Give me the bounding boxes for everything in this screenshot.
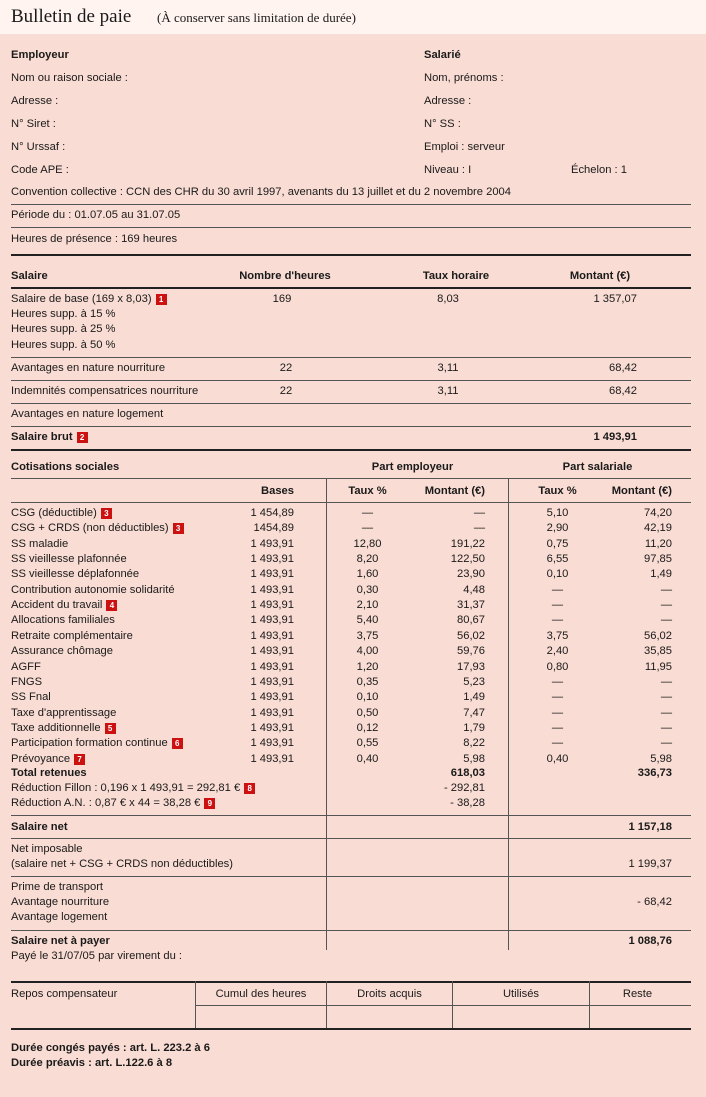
employer-amount: 1,79 bbox=[463, 722, 485, 734]
employer-amount: 5,23 bbox=[463, 676, 485, 688]
an-label: Réduction A.N. : 0,87 € x 44 = 38,28 € bbox=[11, 797, 201, 809]
employer-rate: 2,10 bbox=[356, 599, 379, 611]
note-badge: 1 bbox=[156, 294, 167, 305]
er-amount-header: Montant (€) bbox=[424, 485, 485, 497]
contribution-row-label bbox=[11, 721, 116, 735]
employer-rate: 0,30 bbox=[356, 584, 379, 596]
page-subtitle: (À conserver sans limitation de durée) bbox=[157, 10, 356, 25]
period: Période du : 01.07.05 au 31.07.05 bbox=[11, 209, 181, 221]
employee-amount: — bbox=[660, 599, 672, 611]
total-employer: 618,03 bbox=[450, 767, 485, 779]
contribution-row-label bbox=[11, 690, 51, 704]
net-pay-amount: 1 088,76 bbox=[628, 935, 672, 947]
note-badge: 9 bbox=[204, 798, 215, 809]
divider bbox=[11, 838, 691, 839]
column-divider bbox=[508, 478, 509, 950]
contribution-row-label bbox=[11, 567, 139, 581]
divider bbox=[11, 478, 691, 479]
employee-amount: — bbox=[660, 676, 672, 688]
contribution-label: SS vieillesse déplafonnée bbox=[11, 568, 140, 580]
employer-amount: — bbox=[473, 522, 485, 534]
employer-amount: 59,76 bbox=[457, 645, 485, 657]
contribution-row-label bbox=[11, 706, 116, 720]
note-badge: 3 bbox=[101, 508, 112, 519]
amount-header: Montant (€) bbox=[569, 270, 631, 282]
taxable-label: Net imposable bbox=[11, 843, 83, 855]
contribution-base: 1 454,89 bbox=[250, 507, 294, 519]
divider bbox=[196, 1005, 691, 1006]
employer-amount: 191,22 bbox=[450, 538, 485, 550]
note-badge: 7 bbox=[74, 754, 85, 765]
employee-rate: — bbox=[551, 722, 564, 734]
divider bbox=[11, 204, 691, 205]
employer-amount: 4,48 bbox=[463, 584, 485, 596]
bases-header: Bases bbox=[261, 485, 294, 497]
contribution-row-label bbox=[11, 613, 115, 627]
employee-rate: 3,75 bbox=[546, 630, 569, 642]
overtime-50: Heures supp. à 50 % bbox=[11, 339, 116, 351]
employee-rate: — bbox=[551, 676, 564, 688]
overtime-25: Heures supp. à 25 % bbox=[11, 323, 116, 335]
contribution-label: Taxe additionnelle bbox=[11, 722, 101, 734]
base-amount: 1 357,07 bbox=[593, 293, 637, 305]
contribution-label: SS Fnal bbox=[11, 691, 51, 703]
employee-heading: Salarié bbox=[424, 49, 461, 61]
note-badge: 8 bbox=[244, 783, 255, 794]
contribution-label: CSG + CRDS (non déductibles) bbox=[11, 522, 169, 534]
contribution-base: 1 493,91 bbox=[250, 753, 294, 765]
an-reduction bbox=[11, 796, 215, 810]
contribution-base: 1 493,91 bbox=[250, 599, 294, 611]
contribution-row-label bbox=[11, 506, 112, 520]
contribution-base: 1 493,91 bbox=[250, 645, 294, 657]
employer-amount: 122,50 bbox=[450, 553, 485, 565]
employer-address: Adresse : bbox=[11, 95, 59, 107]
employee-amount: 74,20 bbox=[644, 507, 672, 519]
employee-rate: — bbox=[551, 584, 564, 596]
overtime-15: Heures supp. à 15 % bbox=[11, 308, 116, 320]
employee-amount: — bbox=[660, 722, 672, 734]
contribution-base: 1 493,91 bbox=[250, 538, 294, 550]
er-rate-header: Taux % bbox=[348, 485, 387, 497]
employer-rate: 5,40 bbox=[356, 614, 379, 626]
employee-amount: 11,20 bbox=[644, 538, 672, 550]
total-employee: 336,73 bbox=[637, 767, 672, 779]
gross-salary-label: Salaire brut bbox=[11, 431, 73, 443]
contribution-base: 1 493,91 bbox=[250, 584, 294, 596]
total-deductions-label: Total retenues bbox=[11, 767, 87, 779]
employer-amount: — bbox=[473, 507, 485, 519]
employee-rate: 5,10 bbox=[546, 507, 569, 519]
fillon-reduction bbox=[11, 781, 255, 795]
section-rule bbox=[11, 1028, 691, 1030]
contribution-label: Prévoyance bbox=[11, 753, 71, 765]
contribution-label: Accident du travail bbox=[11, 599, 103, 611]
housing-advantage-label: Avantage logement bbox=[11, 911, 108, 923]
contribution-row-label bbox=[11, 660, 41, 674]
employee-rate: — bbox=[551, 614, 564, 626]
contribution-label: Allocations familiales bbox=[11, 614, 115, 626]
contribution-row-label bbox=[11, 629, 133, 643]
contribution-label: FNGS bbox=[11, 676, 43, 688]
note-badge: 6 bbox=[172, 738, 183, 749]
contribution-row-label bbox=[11, 552, 127, 566]
contribution-label: Contribution autonomie solidarité bbox=[11, 584, 175, 596]
employee-rate: 0,80 bbox=[546, 661, 569, 673]
net-salary-label: Salaire net bbox=[11, 821, 68, 833]
column-divider bbox=[326, 478, 327, 950]
employer-name: Nom ou raison sociale : bbox=[11, 72, 128, 84]
employee-rate: — bbox=[551, 707, 564, 719]
divider bbox=[11, 426, 691, 427]
employer-rate: 0,50 bbox=[356, 707, 379, 719]
base-salary-row bbox=[11, 292, 167, 306]
employee-step: Échelon : 1 bbox=[571, 164, 627, 176]
page-title: Bulletin de paie bbox=[11, 6, 132, 27]
employee-rate: — bbox=[551, 599, 564, 611]
employee-amount: 5,98 bbox=[650, 753, 672, 765]
employer-siret: N° Siret : bbox=[11, 118, 56, 130]
employee-amount: 56,02 bbox=[644, 630, 672, 642]
column-divider bbox=[452, 981, 453, 1029]
employer-part-heading: Part employeur bbox=[371, 461, 454, 473]
divider bbox=[11, 403, 691, 404]
employee-amount: — bbox=[660, 691, 672, 703]
employee-amount: 1,49 bbox=[650, 568, 672, 580]
base-rate: 8,03 bbox=[437, 293, 459, 305]
employee-amount: — bbox=[660, 737, 672, 749]
contribution-label: Assurance chômage bbox=[11, 645, 113, 657]
housing-label: Avantages en nature logement bbox=[11, 408, 164, 420]
employee-amount: 35,85 bbox=[644, 645, 672, 657]
employee-rate: — bbox=[551, 737, 564, 749]
employer-rate: 0,40 bbox=[356, 753, 379, 765]
employer-rate: 8,20 bbox=[356, 553, 379, 565]
employee-part-heading: Part salariale bbox=[562, 461, 633, 473]
employer-amount: 31,37 bbox=[457, 599, 485, 611]
employer-amount: 7,47 bbox=[463, 707, 485, 719]
contribution-row-label bbox=[11, 752, 85, 766]
note-badge: 5 bbox=[105, 723, 116, 734]
employer-rate: 12,80 bbox=[353, 538, 382, 550]
contribution-row-label bbox=[11, 644, 113, 658]
contribution-label: AGFF bbox=[11, 661, 41, 673]
employer-rate: — bbox=[361, 507, 374, 519]
hours-header: Nombre d'heures bbox=[239, 270, 331, 282]
food-advantage-label: Avantage nourriture bbox=[11, 896, 110, 908]
contribution-label: CSG (déductible) bbox=[11, 507, 97, 519]
section-rule bbox=[11, 254, 691, 256]
employee-amount: — bbox=[660, 584, 672, 596]
contribution-label: Taxe d'apprentissage bbox=[11, 707, 117, 719]
rest-label: Repos compensateur bbox=[11, 988, 118, 1000]
contribution-base: 1 493,91 bbox=[250, 630, 294, 642]
rest-col-used: Utilisés bbox=[502, 988, 540, 1000]
employee-address: Adresse : bbox=[424, 95, 472, 107]
contribution-row-label bbox=[11, 583, 175, 597]
column-divider bbox=[326, 981, 327, 1029]
employee-rate: — bbox=[551, 691, 564, 703]
contribution-label: SS vieillesse plafonnée bbox=[11, 553, 127, 565]
divider bbox=[11, 227, 691, 228]
note-badge: 4 bbox=[106, 600, 117, 611]
ee-amount-header: Montant (€) bbox=[611, 485, 672, 497]
contribution-label: SS maladie bbox=[11, 538, 69, 550]
base-hours: 169 bbox=[272, 293, 292, 305]
column-divider bbox=[589, 981, 590, 1029]
contribution-base: 1 493,91 bbox=[250, 661, 294, 673]
divider bbox=[11, 502, 691, 503]
payment-info: Payé le 31/07/05 par virement du : bbox=[11, 950, 183, 962]
net-salary-amount: 1 157,18 bbox=[628, 821, 672, 833]
employer-rate: 3,75 bbox=[356, 630, 379, 642]
employee-rate: 0,40 bbox=[546, 753, 569, 765]
employee-amount: 11,95 bbox=[644, 661, 672, 673]
food-benefit-label: Avantages en nature nourriture bbox=[11, 362, 166, 374]
contribution-base: 1 493,91 bbox=[250, 691, 294, 703]
employee-amount: — bbox=[660, 707, 672, 719]
contribution-row-label bbox=[11, 736, 183, 750]
employee-rate: 0,75 bbox=[546, 538, 569, 550]
employer-ape: Code APE : bbox=[11, 164, 69, 176]
divider bbox=[11, 930, 691, 931]
employer-rate: 4,00 bbox=[356, 645, 379, 657]
employer-amount: 1,49 bbox=[463, 691, 485, 703]
hours: Heures de présence : 169 heures bbox=[11, 233, 178, 245]
employer-amount: 17,93 bbox=[457, 661, 485, 673]
employer-amount: 5,98 bbox=[463, 753, 485, 765]
an-amount: - 38,28 bbox=[450, 797, 485, 809]
contribution-base: 1 493,91 bbox=[250, 676, 294, 688]
section-rule bbox=[11, 287, 691, 289]
section-rule bbox=[11, 449, 691, 451]
comp-rate: 3,11 bbox=[437, 385, 459, 397]
employer-rate: 0,12 bbox=[356, 722, 379, 734]
contribution-row-label bbox=[11, 537, 68, 551]
food-benefit-hours: 22 bbox=[279, 362, 293, 374]
contribution-base: 1 493,91 bbox=[250, 737, 294, 749]
net-pay-label: Salaire net à payer bbox=[11, 935, 110, 947]
fillon-amount: - 292,81 bbox=[443, 782, 485, 794]
contribution-row-label bbox=[11, 521, 184, 535]
contribution-base: 1 493,91 bbox=[250, 553, 294, 565]
divider bbox=[11, 357, 691, 358]
employee-amount: 42,19 bbox=[644, 522, 672, 534]
employee-name: Nom, prénoms : bbox=[424, 72, 504, 84]
column-divider bbox=[195, 981, 196, 1029]
employer-rate: — bbox=[361, 522, 374, 534]
employer-rate: 1,20 bbox=[356, 661, 379, 673]
employee-ss: N° SS : bbox=[424, 118, 461, 130]
taxable-amount: 1 199,37 bbox=[628, 858, 672, 870]
contribution-row-label bbox=[11, 598, 117, 612]
note-badge: 2 bbox=[77, 432, 88, 443]
employee-job: Emploi : serveur bbox=[424, 141, 505, 153]
employer-rate: 0,35 bbox=[356, 676, 379, 688]
comp-hours: 22 bbox=[279, 385, 293, 397]
convention: Convention collective : CCN des CHR du 30 avril 1997, avenants du 13 juillet et du 2 novembre 2004 bbox=[11, 186, 511, 198]
divider bbox=[11, 380, 691, 381]
employee-amount: — bbox=[660, 614, 672, 626]
contribution-row-label bbox=[11, 675, 42, 689]
employee-rate: 2,90 bbox=[546, 522, 569, 534]
salary-heading: Salaire bbox=[11, 270, 48, 282]
contribution-base: 1 493,91 bbox=[250, 722, 294, 734]
divider bbox=[11, 876, 691, 877]
employer-amount: 56,02 bbox=[457, 630, 485, 642]
comp-amount: 68,42 bbox=[609, 385, 637, 397]
employer-rate: 0,10 bbox=[356, 691, 379, 703]
employee-amount: 97,85 bbox=[644, 553, 672, 565]
employer-rate: 1,60 bbox=[356, 568, 379, 580]
employee-rate: 0,10 bbox=[546, 568, 569, 580]
footer-leave: Durée congés payés : art. L. 223.2 à 6 bbox=[11, 1042, 210, 1054]
employer-amount: 8,22 bbox=[463, 737, 485, 749]
divider bbox=[11, 815, 691, 816]
rest-col-remaining: Reste bbox=[622, 988, 653, 1000]
contribution-base: 1 493,91 bbox=[250, 707, 294, 719]
contribution-base: 1 493,91 bbox=[250, 614, 294, 626]
contribution-label: Retraite complémentaire bbox=[11, 630, 133, 642]
food-benefit-amount: 68,42 bbox=[609, 362, 637, 374]
rest-col-acquired: Droits acquis bbox=[357, 988, 422, 1000]
note-badge: 3 bbox=[173, 523, 184, 534]
employer-urssaf: N° Urssaf : bbox=[11, 141, 66, 153]
rest-col-cumul: Cumul des heures bbox=[215, 988, 307, 1000]
employee-rate: 6,55 bbox=[546, 553, 569, 565]
food-benefit-rate: 3,11 bbox=[437, 362, 459, 374]
food-advantage-amount: - 68,42 bbox=[637, 896, 672, 908]
employee-level: Niveau : I bbox=[424, 164, 472, 176]
rate-header: Taux horaire bbox=[422, 270, 490, 282]
transport-label: Prime de transport bbox=[11, 881, 104, 893]
contributions-heading: Cotisations sociales bbox=[11, 461, 120, 473]
employer-heading: Employeur bbox=[11, 49, 69, 61]
fillon-label: Réduction Fillon : 0,196 x 1 493,91 = 292,81 € bbox=[11, 782, 241, 794]
employee-rate: 2,40 bbox=[546, 645, 569, 657]
contribution-label: Participation formation continue bbox=[11, 737, 168, 749]
gross-salary-row bbox=[11, 430, 88, 444]
gross-salary-amount: 1 493,91 bbox=[593, 431, 637, 443]
base-salary-label: Salaire de base (169 x 8,03) bbox=[11, 293, 152, 305]
ee-rate-header: Taux % bbox=[538, 485, 577, 497]
taxable-detail: (salaire net + CSG + CRDS non déductibles) bbox=[11, 858, 233, 870]
employer-rate: 0,55 bbox=[356, 737, 379, 749]
contribution-base: 1454,89 bbox=[253, 522, 294, 534]
employer-amount: 23,90 bbox=[457, 568, 485, 580]
comp-label: Indemnités compensatrices nourriture bbox=[11, 385, 199, 397]
employer-amount: 80,67 bbox=[457, 614, 485, 626]
contribution-base: 1 493,91 bbox=[250, 568, 294, 580]
footer-notice: Durée préavis : art. L.122.6 à 8 bbox=[11, 1057, 173, 1069]
